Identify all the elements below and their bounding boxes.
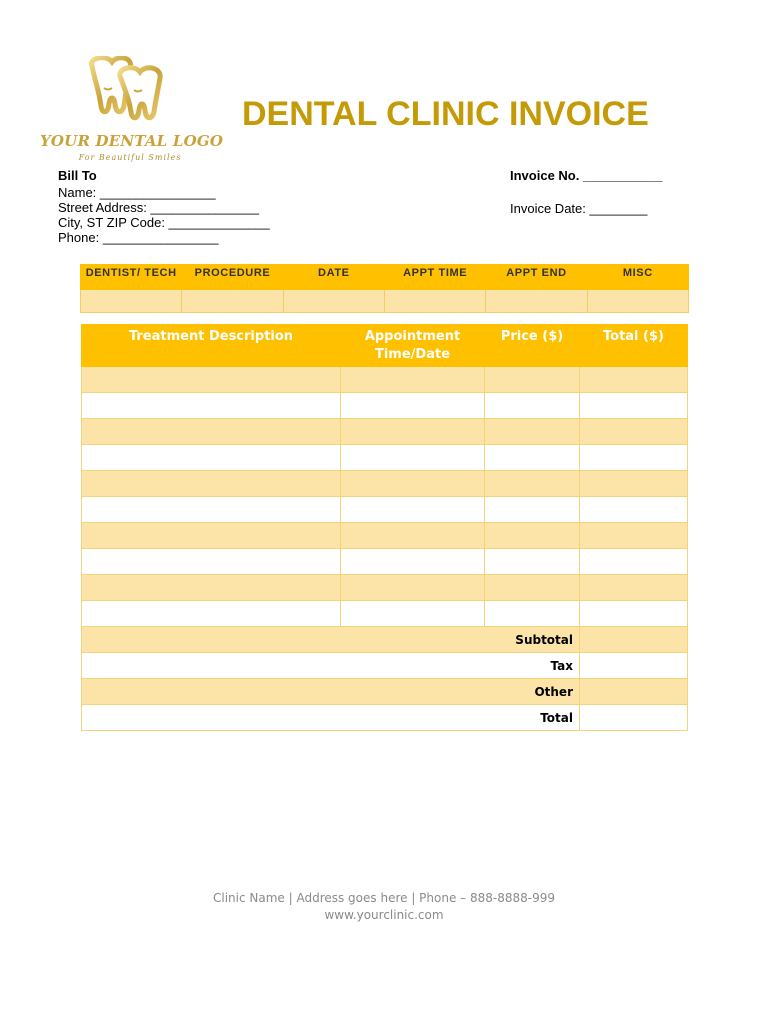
table-cell[interactable]	[485, 601, 580, 627]
visit-cell[interactable]	[81, 290, 182, 313]
table-cell[interactable]	[82, 497, 341, 523]
visit-cell[interactable]	[587, 290, 688, 313]
table-cell[interactable]	[485, 419, 580, 445]
table-cell[interactable]	[82, 367, 341, 393]
table-cell[interactable]	[82, 445, 341, 471]
table-cell[interactable]	[341, 471, 485, 497]
table-cell[interactable]	[341, 523, 485, 549]
table-cell[interactable]	[580, 497, 688, 523]
invoice-title: DENTAL CLINIC INVOICE	[242, 95, 649, 133]
other-value[interactable]	[580, 679, 688, 705]
table-cell[interactable]	[485, 523, 580, 549]
visit-cell[interactable]	[182, 290, 283, 313]
table-cell[interactable]	[485, 393, 580, 419]
footer-contact: Clinic Name | Address goes here | Phone – 888-8888-999	[212, 891, 555, 905]
visit-table-header	[81, 265, 689, 290]
total-value[interactable]	[580, 705, 688, 731]
visit-header-date: DATE	[283, 265, 384, 290]
header-price: Price ($)	[485, 325, 580, 367]
visit-header-appt-end: APPT END	[486, 265, 587, 290]
clinic-logo	[40, 56, 224, 166]
table-cell[interactable]	[580, 445, 688, 471]
table-row	[82, 497, 688, 523]
footer-website[interactable]: www.yourclinic.com	[324, 908, 444, 922]
table-cell[interactable]	[485, 575, 580, 601]
header-appointment-time-date: Appointment Time/Date	[341, 325, 485, 367]
table-cell[interactable]	[580, 575, 688, 601]
table-cell[interactable]	[485, 549, 580, 575]
table-cell[interactable]	[341, 445, 485, 471]
bill-to-heading: Bill To	[58, 168, 97, 183]
table-row	[82, 601, 688, 627]
bill-to-section	[58, 168, 270, 245]
table-cell[interactable]	[580, 601, 688, 627]
logo-text: YOUR DENTAL LOGO	[40, 132, 224, 150]
table-cell[interactable]	[341, 575, 485, 601]
total-label: Total	[82, 705, 580, 731]
table-row	[82, 523, 688, 549]
table-cell[interactable]	[485, 497, 580, 523]
table-cell[interactable]	[82, 575, 341, 601]
table-cell[interactable]	[580, 419, 688, 445]
visit-cell[interactable]	[486, 290, 587, 313]
invoice-info-section	[510, 168, 663, 216]
tax-row	[82, 653, 688, 679]
table-cell[interactable]	[580, 549, 688, 575]
visit-cell[interactable]	[283, 290, 384, 313]
table-cell[interactable]	[580, 393, 688, 419]
subtotal-row	[82, 627, 688, 653]
page-footer	[0, 890, 768, 924]
other-row	[82, 679, 688, 705]
visit-table-row	[81, 290, 689, 313]
table-cell[interactable]	[341, 393, 485, 419]
tooth-icon	[84, 56, 166, 126]
table-row	[82, 393, 688, 419]
total-row	[82, 705, 688, 731]
header-total: Total ($)	[580, 325, 688, 367]
other-label: Other	[82, 679, 580, 705]
phone-field[interactable]: Phone: ________________	[58, 230, 219, 245]
table-cell[interactable]	[82, 471, 341, 497]
subtotal-value[interactable]	[580, 627, 688, 653]
table-cell[interactable]	[341, 367, 485, 393]
visit-header-misc: MISC	[587, 265, 688, 290]
visit-header-appt-time: APPT TIME	[384, 265, 485, 290]
table-cell[interactable]	[485, 367, 580, 393]
table-row	[82, 471, 688, 497]
tax-value[interactable]	[580, 653, 688, 679]
table-row	[82, 445, 688, 471]
table-cell[interactable]	[341, 549, 485, 575]
table-cell[interactable]	[341, 497, 485, 523]
invoice-number-field[interactable]: Invoice No. ___________	[510, 168, 663, 183]
invoice-date-field[interactable]: Invoice Date: ________	[510, 201, 648, 216]
tax-label: Tax	[82, 653, 580, 679]
visit-header-dentist-tech: DENTIST/ TECH	[81, 265, 182, 290]
visit-table	[80, 264, 689, 313]
treatment-table-header	[82, 325, 688, 367]
city-state-zip-field[interactable]: City, ST ZIP Code: ______________	[58, 215, 270, 230]
table-cell[interactable]	[580, 367, 688, 393]
logo-tagline: For Beautiful Smiles	[78, 153, 182, 162]
subtotal-label: Subtotal	[82, 627, 580, 653]
visit-cell[interactable]	[384, 290, 485, 313]
table-row	[82, 367, 688, 393]
table-cell[interactable]	[82, 393, 341, 419]
header-treatment-description: Treatment Description	[82, 325, 341, 367]
table-cell[interactable]	[82, 549, 341, 575]
table-cell[interactable]	[82, 601, 341, 627]
table-cell[interactable]	[82, 523, 341, 549]
table-row	[82, 419, 688, 445]
table-cell[interactable]	[580, 523, 688, 549]
table-cell[interactable]	[580, 471, 688, 497]
table-cell[interactable]	[82, 419, 341, 445]
table-cell[interactable]	[485, 471, 580, 497]
table-cell[interactable]	[341, 601, 485, 627]
street-address-field[interactable]: Street Address: _______________	[58, 200, 259, 215]
table-row	[82, 549, 688, 575]
name-field[interactable]: Name: ________________	[58, 185, 216, 200]
table-row	[82, 575, 688, 601]
treatment-table	[81, 324, 688, 731]
table-cell[interactable]	[341, 419, 485, 445]
visit-header-procedure: PROCEDURE	[182, 265, 283, 290]
table-cell[interactable]	[485, 445, 580, 471]
